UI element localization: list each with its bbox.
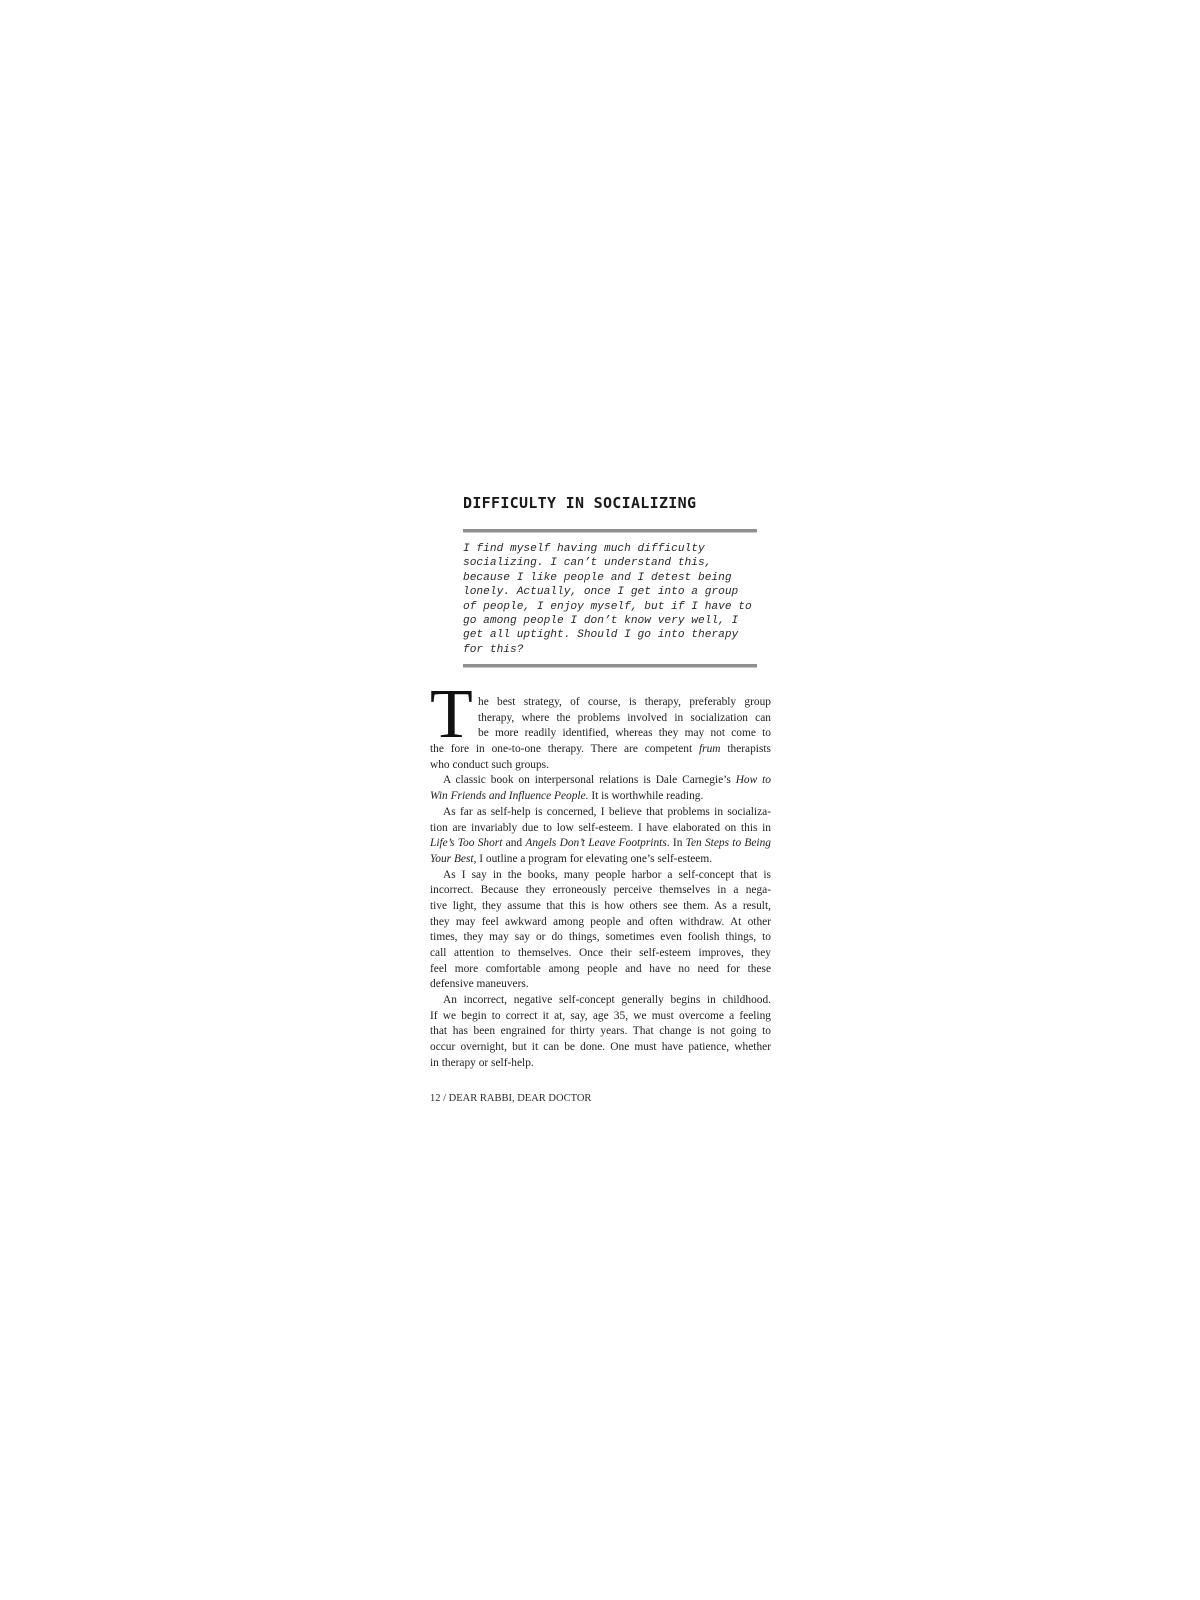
paragraph-2 <box>430 773 771 804</box>
reader-question <box>463 542 763 657</box>
book-title: Your Best <box>430 852 474 865</box>
text-line: incorrect. Because they erroneously perceive themselves in a nega- <box>430 884 771 897</box>
question-line: because I like people and I detest being <box>463 571 732 584</box>
question-top-rule <box>463 529 757 533</box>
page-footer: 12 / DEAR RABBI, DEAR DOCTOR <box>430 1093 592 1104</box>
text-line: call attention to themselves. Once their self-esteem improves, they <box>430 947 771 959</box>
text-line: tive light, they assume that this is how others see them. As a result, <box>430 899 771 912</box>
question-line: I find myself having much difficulty <box>463 543 705 555</box>
book-title: How to <box>735 774 771 787</box>
text-span: A classic book on interpersonal relations is Dale Carnegie’s <box>443 774 736 787</box>
text-line: times, they may say or do things, sometimes even foolish things, to <box>430 931 771 944</box>
question-line: get all uptight. Should I go into therapy <box>463 629 739 642</box>
answer-body <box>430 695 771 1072</box>
text-span: the fore in one-to-one therapy. There are competent <box>430 743 699 756</box>
question-line: socializing. I can’t understand this, <box>463 557 712 570</box>
text-span: . In <box>666 837 686 850</box>
text-line <box>430 836 771 852</box>
text-line: If we begin to correct it at, say, age 35, we must overcome a feeling <box>430 1009 771 1022</box>
text-line: in therapy or self-help. <box>430 1056 534 1069</box>
book-title: Life’s Too Short <box>430 837 503 850</box>
text-line: therapy, where the problems involved in socialization can <box>478 711 771 724</box>
text-line: tion are invariably due to low self-esteem. I have elaborated on this in <box>430 821 771 834</box>
paragraph-1 <box>430 695 771 773</box>
book-title: Win Friends and Influence People. <box>430 790 589 803</box>
question-line: of people, I enjoy myself, but if I have to <box>463 600 752 613</box>
text-line: An incorrect, negative self-concept generally begins in childhood. <box>443 994 771 1007</box>
text-span: It is worthwhile reading. <box>588 790 704 803</box>
question-line: lonely. Actually, once I get into a group <box>463 586 739 599</box>
drop-cap: T <box>430 676 473 753</box>
question-line: go among people I don’t know very well, I <box>463 615 739 628</box>
paragraph-3 <box>430 805 771 868</box>
text-line: occur overnight, but it can be done. One must have patience, whether <box>430 1041 771 1054</box>
book-title: Angels Don’t Leave Footprints <box>525 837 667 850</box>
text-span: therapists <box>720 743 771 756</box>
text-line: they may feel awkward among people and often withdraw. At other <box>430 915 771 928</box>
text-line: defensive maneuvers. <box>430 978 529 991</box>
text-line <box>430 773 771 789</box>
text-span: , I outline a program for elevating one’s self-esteem. <box>473 852 713 865</box>
text-line: he best strategy, of course, is therapy, preferably group <box>478 696 771 708</box>
text-line: who conduct such groups. <box>430 758 549 771</box>
text-line <box>430 742 771 758</box>
text-line: As far as self-help is concerned, I believe that problems in socializa- <box>443 805 771 818</box>
italic-term: frum <box>698 743 721 756</box>
question-bottom-rule <box>463 664 757 668</box>
text-line <box>430 852 771 868</box>
text-line: be more readily identified, whereas they may not come to <box>478 727 771 740</box>
text-line: As I say in the books, many people harbor a self-concept that is <box>443 868 771 881</box>
paragraph-4 <box>430 868 771 994</box>
text-line: feel more comfortable among people and have no need for these <box>430 962 771 975</box>
text-line: that has been engrained for thirty years. That change is not going to <box>430 1025 771 1038</box>
page-title: DIFFICULTY IN SOCIALIZING <box>463 494 697 512</box>
text-line <box>430 789 771 805</box>
paragraph-5 <box>430 993 771 1071</box>
book-title: Ten Steps to Being <box>685 837 771 850</box>
question-line: for this? <box>463 643 524 656</box>
text-span: and <box>502 837 526 850</box>
